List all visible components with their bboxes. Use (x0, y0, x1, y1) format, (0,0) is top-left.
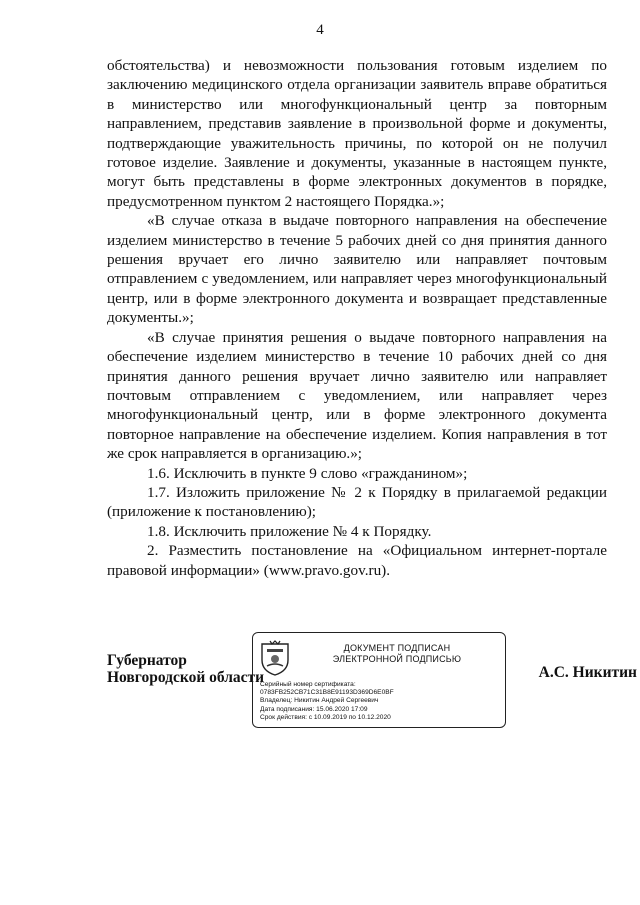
certificate-validity: Срок действия: с 10.09.2019 по 10.12.2020 (260, 713, 391, 721)
certificate-owner: Владелец: Никитин Андрей Сергеевич (260, 697, 379, 705)
page-number: 4 (316, 22, 324, 38)
signature-block (107, 630, 637, 740)
signer-name: А.С. Никитин (538, 664, 637, 681)
paragraph: 1.8. Исключить приложение № 4 к Порядку. (147, 522, 432, 540)
stamp-heading-line: ЭЛЕКТРОННОЙ ПОДПИСЬЮ (332, 654, 462, 664)
stamp-heading-line: ДОКУМЕНТ ПОДПИСАН (343, 643, 451, 653)
paragraph: обстоятельства) и невозможности пользования готовым изделием по заключению медицинского отдела организации заявитель вправе обратиться в министерство или многофункциональный центр за повторным направлением, представив заявление в произвольной форме и документы, подтверждающие уважительность причины, по которой он не получил готовое изделие. Заявление и документы, указанные в настоящем пункте, могут быть представлены в форме электронных документов в порядке, предусмотренном пунктом 2 настоящего Порядка.»; (107, 57, 607, 210)
certificate-serial-label: Серийный номер сертификата: (260, 681, 356, 688)
stamp-details (260, 681, 505, 722)
electronic-signature-stamp (252, 632, 506, 728)
paragraph: 2. Разместить постановление на «Официальном интернет-портале правовой информации» (www.pravo.gov.ru). (107, 542, 607, 579)
signing-date: Дата подписания: 15.06.2020 17:09 (260, 705, 368, 713)
certificate-serial-value: 0783FB252CB71C31B8E91193D369D6E0BF (260, 689, 394, 697)
signer-position-line: Губернатор (107, 652, 187, 669)
document-body (107, 56, 607, 580)
paragraph: «В случае отказа в выдаче повторного направления на обеспечение изделием министерство в течение 5 рабочих дней со дня принятия данного решения вручает его лично заявителю или направляет почтовым отправлением с уведомлением, или направляет через многофункциональный центр, или в форме электронного документа и возвращает представленные документы.»; (107, 212, 607, 327)
paragraph: 1.6. Исключить в пункте 9 слово «гражданином»; (147, 464, 468, 482)
stamp-heading (297, 643, 497, 665)
signer-position (107, 652, 264, 686)
signer-position-line: Новгородской области (107, 669, 265, 686)
paragraph: «В случае принятия решения о выдаче повторного направления на обеспечение изделием министерство в течение 10 рабочих дней со дня принятия данного решения вручает лично заявителю или направляет почтовым отправлением с уведомлением, или направляет через многофункциональный центр, или в форме электронного документа повторное направление на обеспечение изделием. Копия направления в тот же срок направляется в организацию.»; (107, 328, 607, 463)
paragraph: 1.7. Изложить приложение № 2 к Порядку в прилагаемой редакции (приложение к постановлению); (107, 483, 607, 521)
novgorod-coat-of-arms-icon (259, 640, 291, 676)
